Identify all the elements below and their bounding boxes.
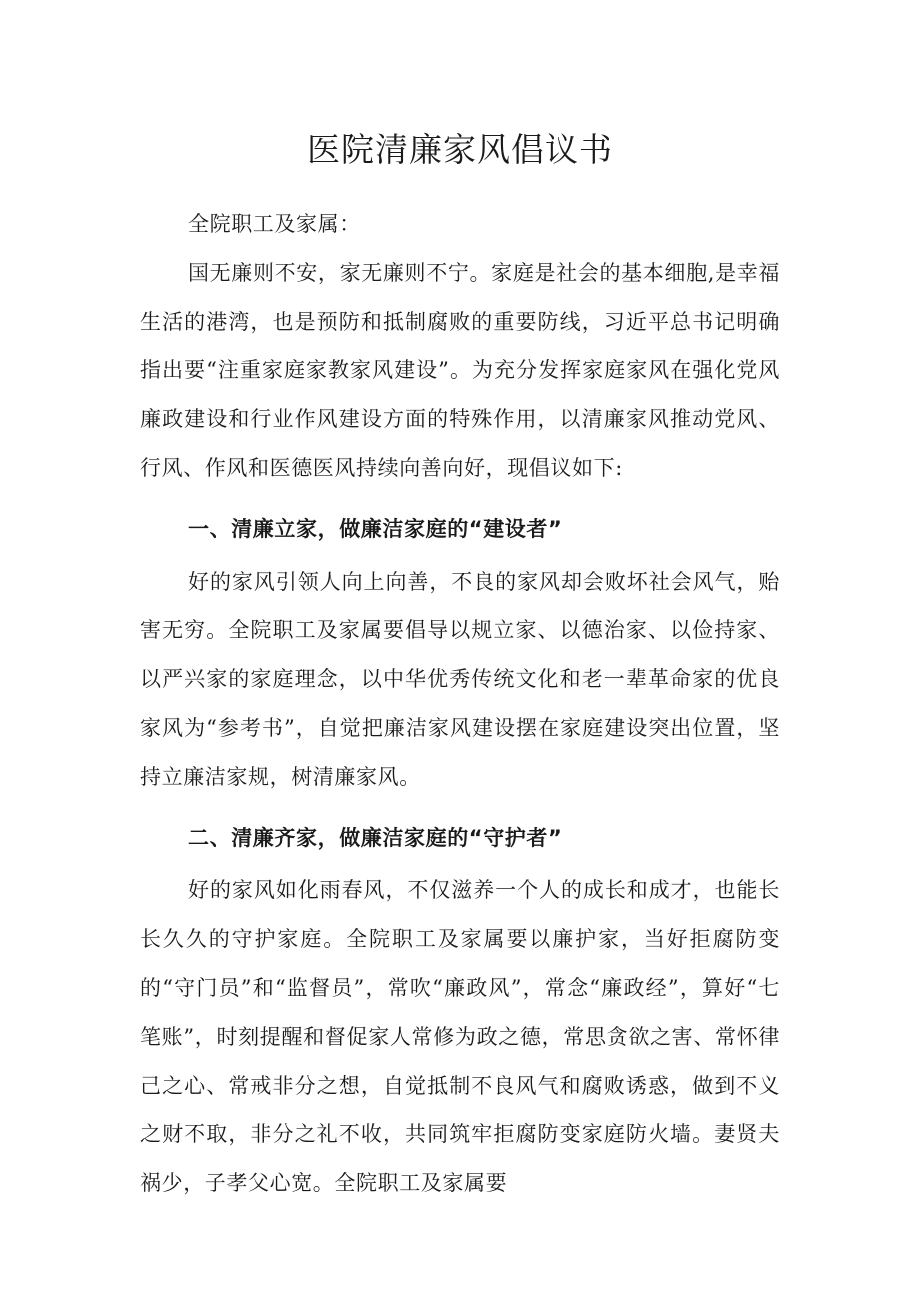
section-2-paragraph: 好的家风如化雨春风，不仅滋养一个人的成长和成才，也能长长久久的守护家庭。全院职工及家属要以廉护家，当好拒腐防变的“守门员”和“监督员”，常吹“廉政风”，常念“廉政经”，算好“七笔账”，时刻提醒和督促家人常修为政之德，常思贪欲之害、常怀律己之心、常戒非分之想，自觉抵制不良风气和腐败诱惑，做到不义之财不取，非分之礼不收，共同筑牢拒腐防变家庭防火墙。妻贤夫祸少，子孝父心宽。全院职工及家属要 bbox=[140, 878, 780, 1196]
section-1-heading: 一、清廉立家，做廉洁家庭的“建设者” bbox=[188, 516, 563, 541]
intro-paragraph: 国无廉则不安，家无廉则不宁。家庭是社会的基本细胞,是幸福生活的港湾，也是预防和抵制腐败的重要防线，习近平总书记明确指出要“注重家庭家教家风建设”。为充分发挥家庭家风在强化党风廉政建设和行业作风建设方面的特殊作用，以清廉家风推动党风、行风、作风和医德医风持续向善向好，现倡议如下: bbox=[140, 260, 780, 480]
section-1-paragraph: 好的家风引领人向上向善，不良的家风却会败坏社会风气，贻害无穷。全院职工及家属要倡导以规立家、以德治家、以俭持家、以严兴家的家庭理念，以中华优秀传统文化和老一辈革命家的优良家风为“参考书”，自觉把廉洁家风建设摆在家庭建设突出位置，坚持立廉洁家规，树清廉家风。 bbox=[140, 569, 780, 789]
section-2-heading: 二、清廉齐家，做廉洁家庭的“守护者” bbox=[188, 825, 563, 850]
document-body bbox=[140, 200, 780, 1208]
greeting: 全院职工及家属： bbox=[188, 212, 361, 236]
document-title: 医院清廉家风倡议书 bbox=[307, 130, 613, 169]
